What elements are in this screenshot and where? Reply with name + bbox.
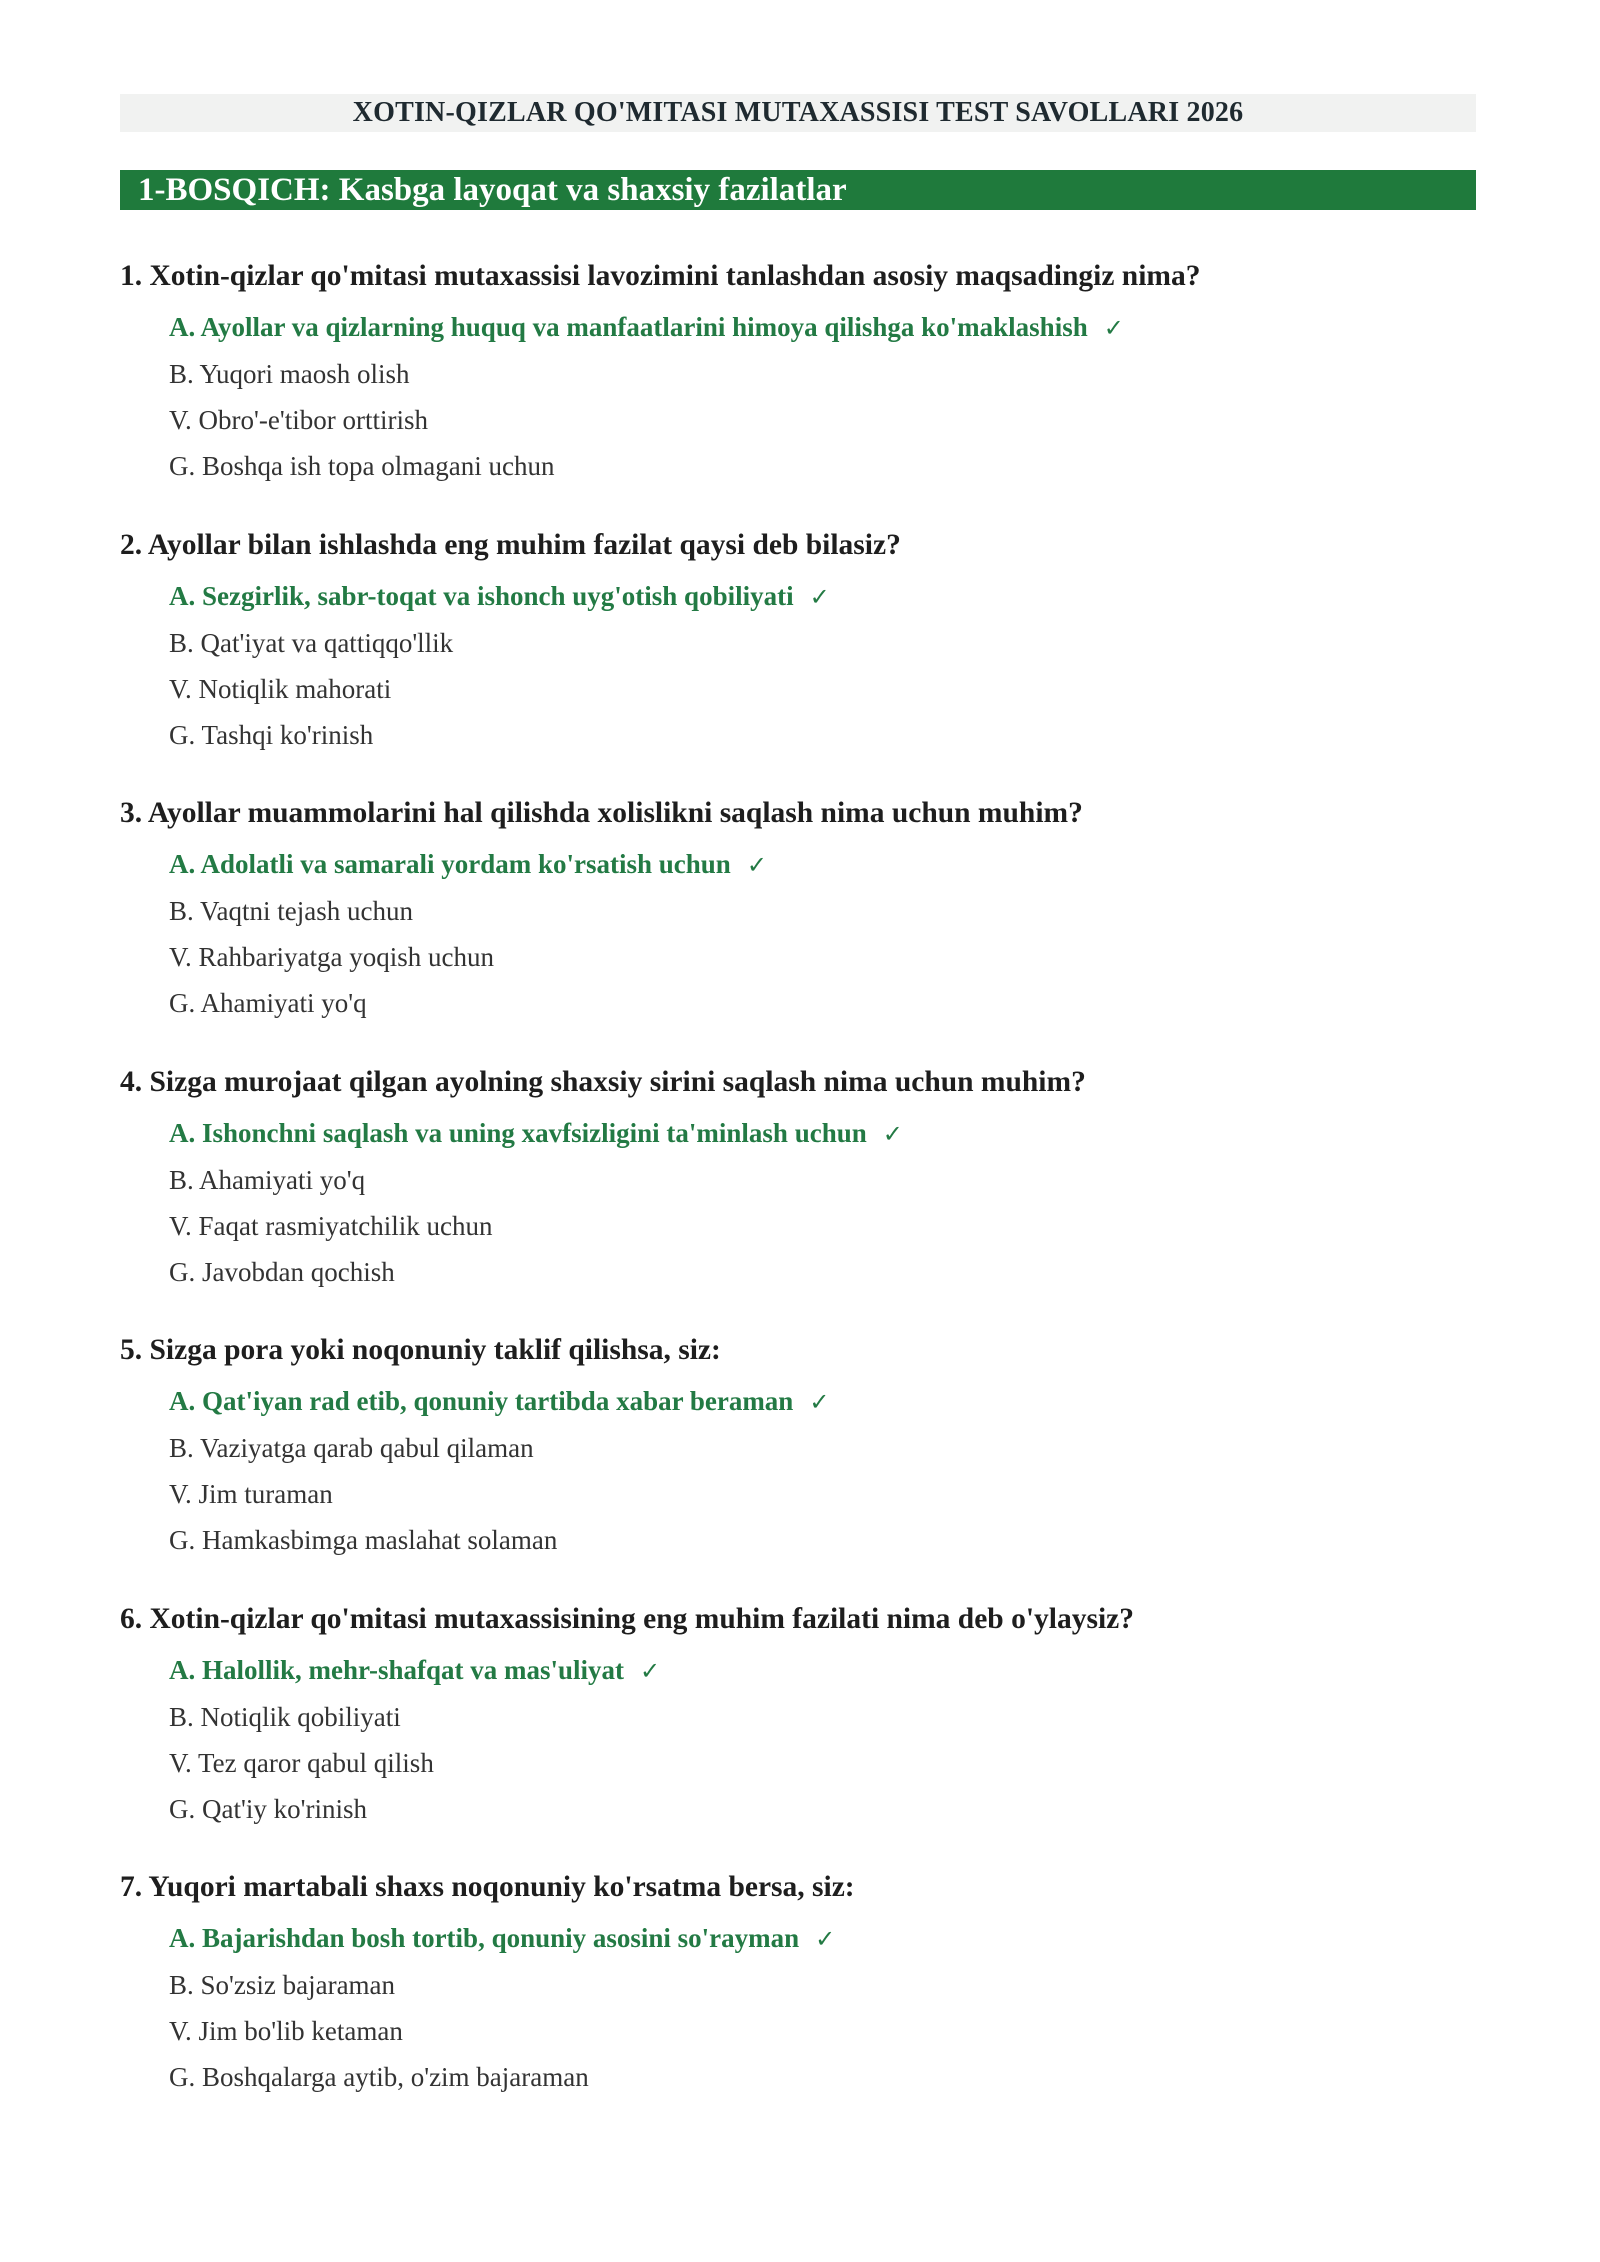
option-text: B. Vaziyatga qarab qabul qilaman <box>169 1433 534 1463</box>
option-text: G. Boshqa ish topa olmagani uchun <box>169 451 555 481</box>
option-text: A. Bajarishdan bosh tortib, qonuniy asosini so'rayman <box>169 1923 800 1953</box>
option-text: A. Ayollar va qizlarning huquq va manfaatlarini himoya qilishga ko'maklashish <box>169 312 1088 342</box>
option-text: B. Vaqtni tejash uchun <box>169 896 413 926</box>
question-block <box>120 1859 1476 2128</box>
check-icon: ✓ <box>882 1119 903 1148</box>
question-block <box>120 1591 1476 1860</box>
answer-options <box>120 841 1476 1026</box>
answer-options <box>120 1110 1476 1295</box>
question-block <box>120 1322 1476 1591</box>
option-text: G. Boshqalarga aytib, o'zim bajaraman <box>169 2062 589 2092</box>
correct-answer-option <box>169 1647 1476 1694</box>
question-block <box>120 785 1476 1054</box>
question-text: 3. Ayollar muammolarini hal qilishda xolislikni saqlash nima uchun muhim? <box>120 797 1083 829</box>
option-text: A. Adolatli va samarali yordam ko'rsatish uchun <box>169 849 731 879</box>
answer-option <box>169 1425 1476 1471</box>
option-text: V. Faqat rasmiyatchilik uchun <box>169 1210 493 1241</box>
answer-option <box>169 934 1476 980</box>
question-block <box>120 248 1476 517</box>
option-text: B. Notiqlik qobiliyati <box>169 1701 401 1732</box>
option-text: G. Hamkasbimga maslahat solaman <box>169 1525 558 1555</box>
correct-answer-option <box>169 1378 1476 1425</box>
answer-option <box>169 1249 1476 1295</box>
answer-option <box>169 980 1476 1026</box>
correct-answer-option <box>169 304 1476 351</box>
correct-answer-option <box>169 1110 1476 1157</box>
option-text: B. Qat'iyat va qattiqqo'llik <box>169 627 454 658</box>
check-icon: ✓ <box>746 851 767 879</box>
answer-option <box>169 397 1476 443</box>
option-text: G. Qat'iy ko'rinish <box>169 1793 367 1824</box>
answer-option <box>169 1786 1476 1832</box>
option-text: A. Sezgirlik, sabr-toqat va ishonch uyg'otish qobiliyati <box>169 580 794 611</box>
option-text: V. Rahbariyatga yoqish uchun <box>169 942 494 972</box>
question-block <box>120 1054 1476 1323</box>
check-icon: ✓ <box>1103 314 1124 342</box>
question-list <box>120 248 1476 2128</box>
correct-answer-option <box>169 841 1476 888</box>
answer-option <box>169 1517 1476 1563</box>
answer-option <box>169 620 1476 666</box>
answer-options <box>120 1378 1476 1563</box>
option-text: B. Yuqori maosh olish <box>169 359 410 389</box>
option-text: A. Halollik, mehr-shafqat va mas'uliyat <box>169 1654 625 1685</box>
answer-option <box>169 351 1476 397</box>
question-text: 5. Sizga pora yoki noqonuniy taklif qilishsa, siz: <box>120 1334 721 1366</box>
check-icon: ✓ <box>815 1925 836 1953</box>
answer-option <box>169 1740 1476 1786</box>
question-text: 7. Yuqori martabali shaxs noqonuniy ko'rsatma bersa, siz: <box>120 1871 855 1903</box>
answer-option <box>169 1962 1476 2008</box>
answer-options <box>120 304 1476 489</box>
answer-option <box>169 712 1476 758</box>
answer-option <box>169 1157 1476 1203</box>
answer-option <box>169 1203 1476 1249</box>
answer-options <box>120 573 1476 758</box>
question-text: 2. Ayollar bilan ishlashda eng muhim fazilat qaysi deb bilasiz? <box>120 528 901 561</box>
section-heading: 1-BOSQICH: Kasbga layoqat va shaxsiy fazilatlar <box>120 170 1476 210</box>
check-icon: ✓ <box>809 582 830 611</box>
option-text: V. Obro'-e'tibor orttirish <box>169 405 428 435</box>
option-text: A. Ishonchni saqlash va uning xavfsizligini ta'minlash uchun <box>169 1117 867 1148</box>
option-text: B. Ahamiyati yo'q <box>169 1164 366 1195</box>
check-icon: ✓ <box>640 1656 661 1685</box>
answer-option <box>169 666 1476 712</box>
option-text: G. Javobdan qochish <box>169 1256 395 1287</box>
option-text: A. Qat'iyan rad etib, qonuniy tartibda xabar beraman <box>169 1386 794 1416</box>
answer-option <box>169 2008 1476 2054</box>
answer-option <box>169 2054 1476 2100</box>
answer-option <box>169 1694 1476 1740</box>
check-icon: ✓ <box>809 1388 830 1416</box>
answer-options <box>120 1915 1476 2100</box>
document-title: XOTIN-QIZLAR QO'MITASI MUTAXASSISI TEST SAVOLLARI 2026 <box>120 94 1476 132</box>
option-text: V. Notiqlik mahorati <box>169 673 392 704</box>
answer-option <box>169 888 1476 934</box>
question-text: 1. Xotin-qizlar qo'mitasi mutaxassisi lavozimini tanlashdan asosiy maqsadingiz nima? <box>120 260 1201 292</box>
answer-option <box>169 1471 1476 1517</box>
question-text: 6. Xotin-qizlar qo'mitasi mutaxassisining eng muhim fazilati nima deb o'ylaysiz? <box>120 1602 1135 1635</box>
option-text: V. Jim turaman <box>169 1479 333 1509</box>
option-text: G. Tashqi ko'rinish <box>169 719 374 750</box>
correct-answer-option <box>169 573 1476 620</box>
answer-option <box>169 443 1476 489</box>
question-block <box>120 517 1476 786</box>
correct-answer-option <box>169 1915 1476 1962</box>
answer-options <box>120 1647 1476 1832</box>
option-text: V. Tez qaror qabul qilish <box>169 1747 434 1778</box>
option-text: G. Ahamiyati yo'q <box>169 988 367 1018</box>
option-text: B. So'zsiz bajaraman <box>169 1970 396 2000</box>
question-text: 4. Sizga murojaat qilgan ayolning shaxsiy sirini saqlash nima uchun muhim? <box>120 1065 1086 1098</box>
option-text: V. Jim bo'lib ketaman <box>169 2016 403 2046</box>
